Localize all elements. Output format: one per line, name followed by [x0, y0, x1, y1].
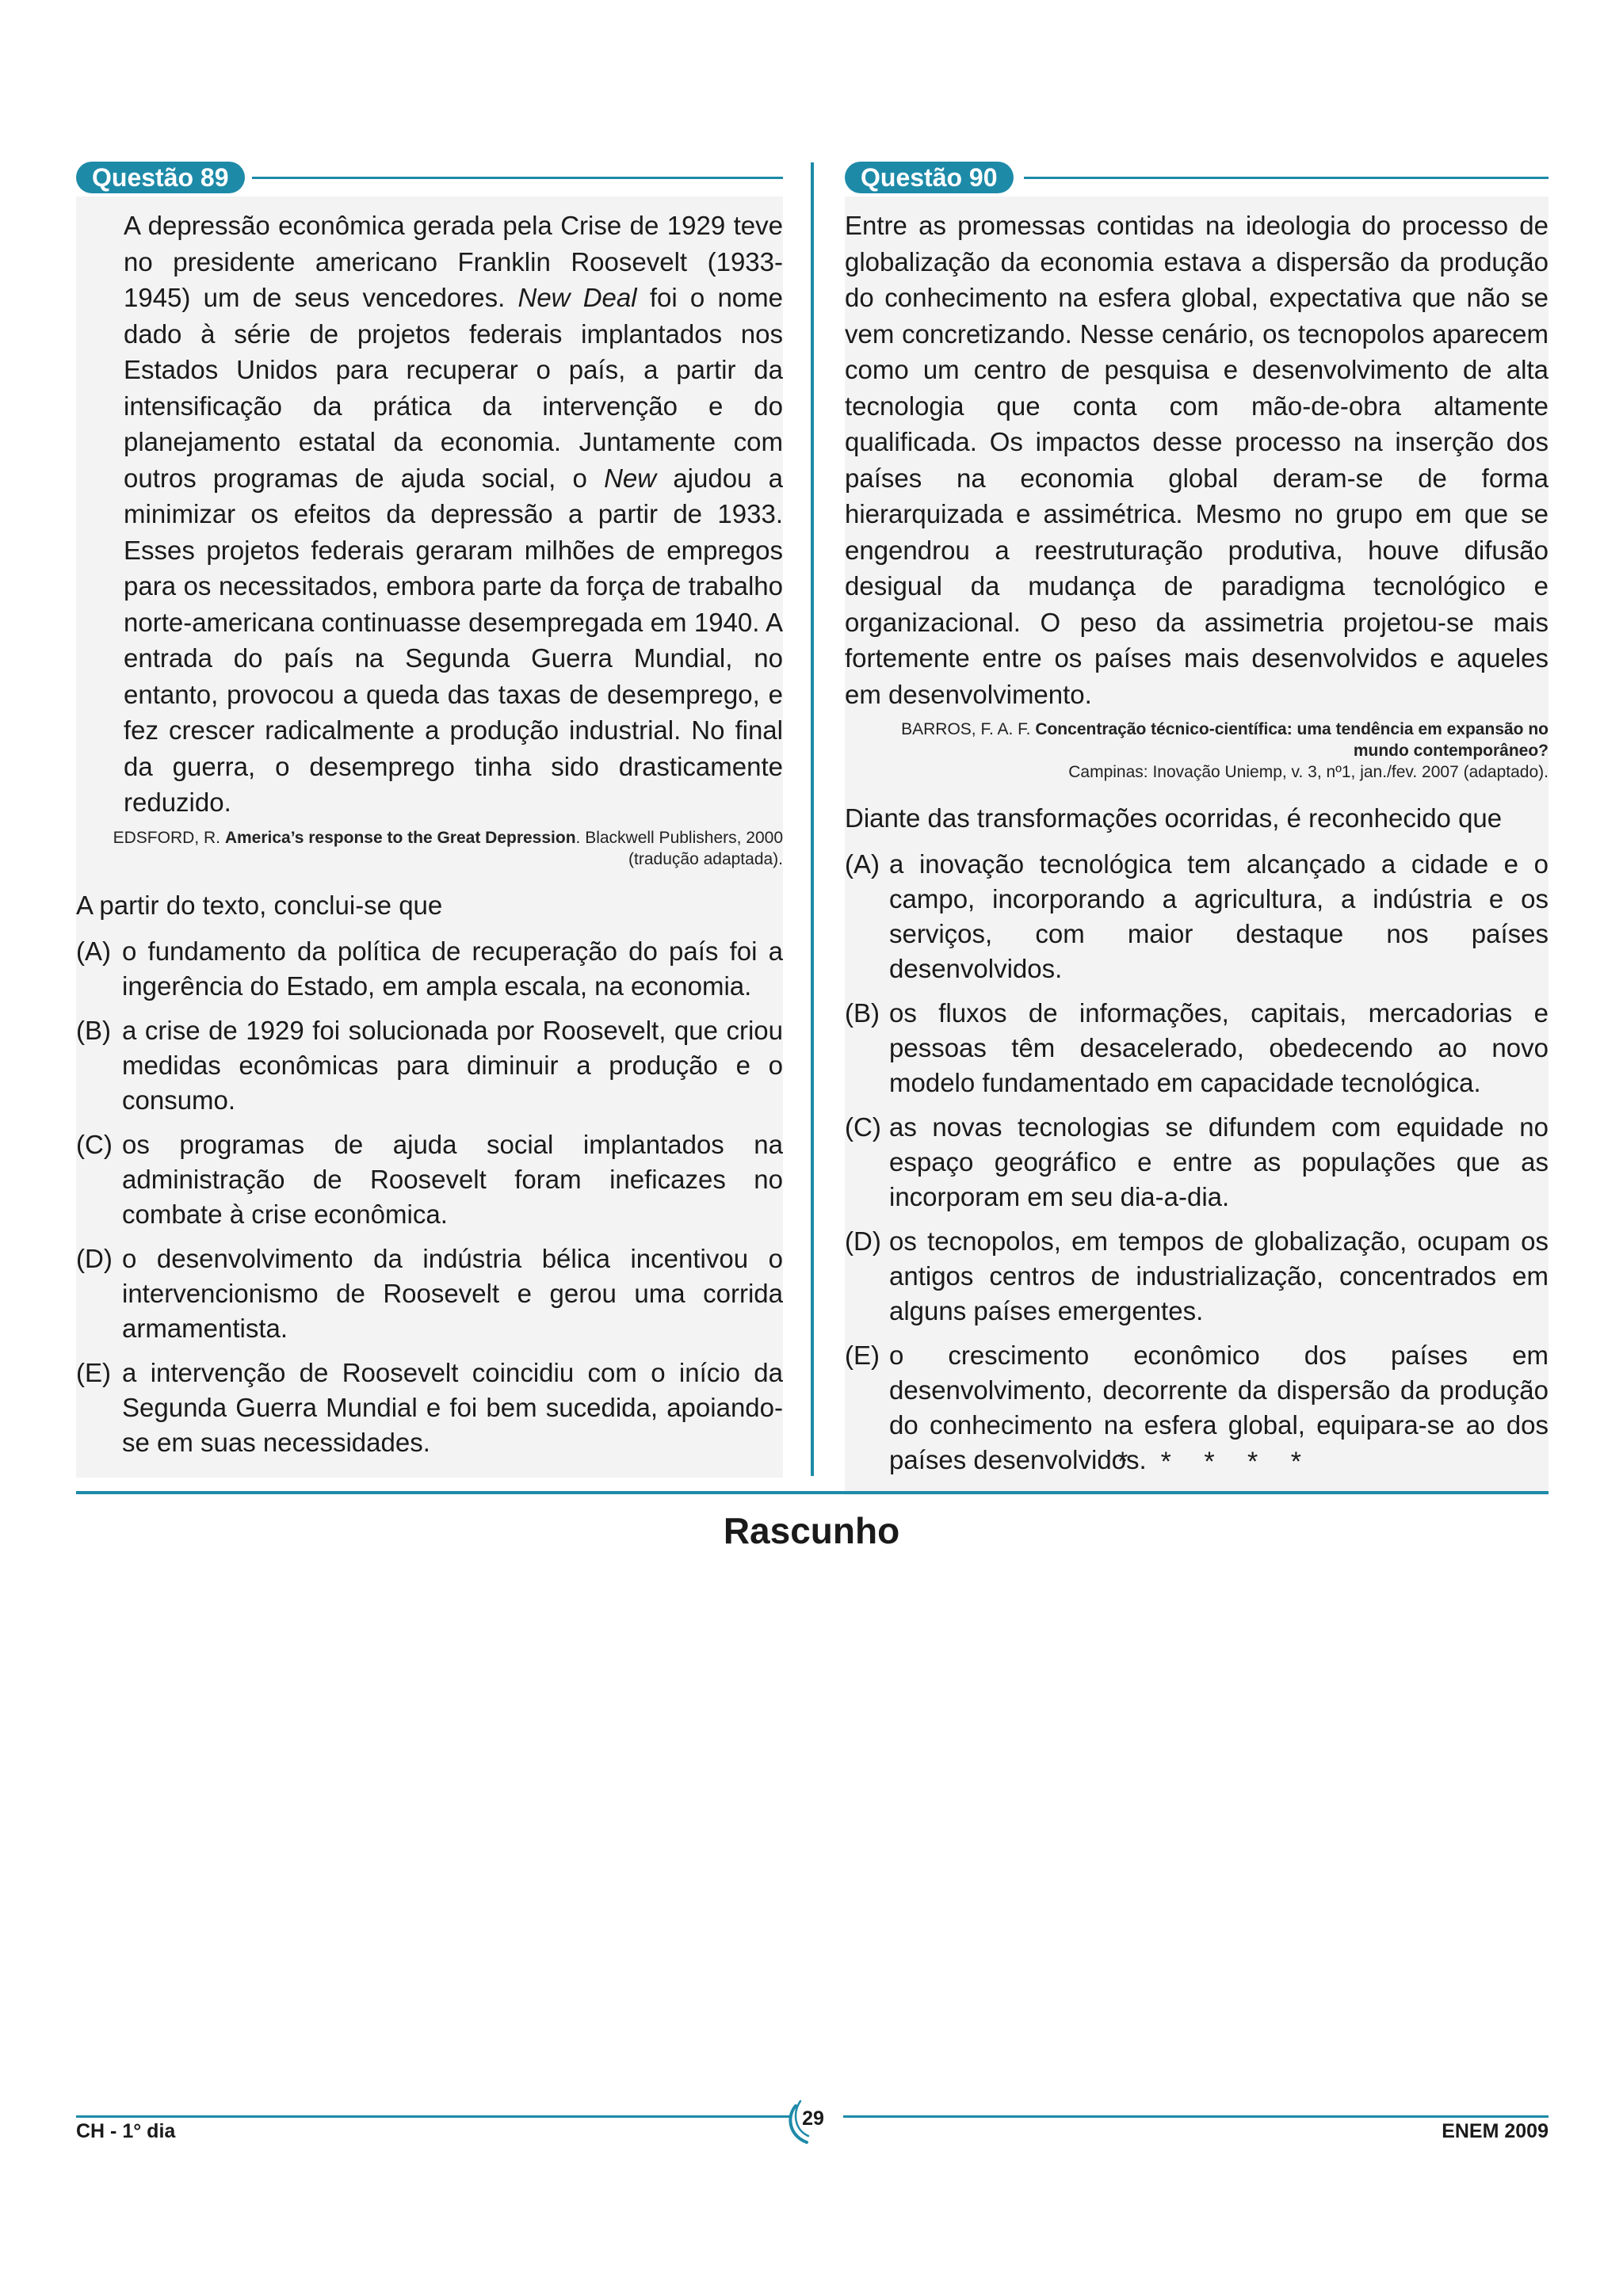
citation-subtitle: : uma tendência em expansão no mundo contemporâneo? [1286, 720, 1549, 760]
citation-author: BARROS, F. A. F. [901, 720, 1036, 738]
option-letter: (B) [76, 1015, 111, 1045]
option-letter: (A) [845, 849, 880, 879]
question-90-options [845, 847, 1549, 1478]
option-d[interactable] [845, 1224, 1549, 1329]
option-text: o desenvolvimento da indústria bélica incentivou o intervencionismo de Roosevelt e gerou uma corrida armamentista. [122, 1243, 783, 1343]
option-text: as novas tecnologias se difundem com equidade no espaço geográfico e entre as populações que as incorporam em seu dia-a-dia. [889, 1112, 1549, 1211]
page-number: 29 [802, 2107, 824, 2130]
option-letter: (C) [76, 1129, 113, 1159]
question-90-citation [845, 719, 1549, 783]
option-text: o fundamento da política de recuperação do país foi a ingerência do Estado, em ampla escala, na economia. [122, 936, 783, 1001]
end-stars: * * * * * [1117, 1447, 1314, 1477]
question-89-passage [76, 208, 783, 821]
option-c[interactable] [76, 1127, 783, 1232]
footer-rule-left [76, 2115, 789, 2118]
citation-title: America’s response to the Great Depression [224, 828, 576, 847]
option-text: a crise de 1929 foi solucionada por Roosevelt, que criou medidas econômicas para diminuir a produção e o consumo. [122, 1015, 783, 1115]
option-letter: (D) [845, 1226, 881, 1256]
citation-author: EDSFORD, R. [113, 828, 225, 847]
option-letter: (E) [76, 1357, 111, 1387]
option-c[interactable] [845, 1110, 1549, 1215]
question-89-citation [76, 827, 783, 870]
option-e[interactable] [76, 1356, 783, 1460]
question-89-badge: Questão 89 [76, 162, 245, 193]
passage-text: A depressão econômica gerada pela Crise de 1929 teve no presidente americano Franklin Roosevelt (1933-1945) um de seus vencedores. [124, 211, 783, 312]
option-text: os fluxos de informações, capitais, mercadorias e pessoas têm desacelerado, obedecendo ao novo modelo fundamentado em capacidade tecnológica. [889, 998, 1549, 1097]
citation-title: Concentração técnico-científica [1035, 720, 1287, 738]
option-text: o crescimento econômico dos países em desenvolvimento, decorrente da dispersão da produção do conhecimento na esfera global, equipara-se ao dos países desenvolvidos. [889, 1341, 1549, 1474]
question-90 [845, 155, 1549, 1495]
question-90-prompt: Diante das transformações ocorridas, é reconhecido que [845, 803, 1503, 833]
question-89 [76, 155, 783, 1478]
footer-exam-day: CH - 1° dia [76, 2120, 176, 2142]
question-90-body [845, 196, 1549, 1495]
question-89-prompt: A partir do texto, conclui-se que [76, 890, 443, 920]
option-text: os programas de ajuda social implantados na administração de Roosevelt foram ineficazes no combate à crise econômica. [122, 1129, 783, 1229]
footer-rule-right [843, 2115, 1549, 2118]
column-divider [811, 162, 814, 1476]
option-d[interactable] [76, 1241, 783, 1346]
option-letter: (B) [845, 998, 880, 1028]
passage-text: foi o nome dado à série de projetos federais implantados nos Estados Unidos para recuperar o país, a partir da intensificação da prática da intervenção e do planejamento estatal da economia. Juntamente com outros programas de ajuda social, o [124, 283, 783, 493]
draft-title: Rascunho [723, 1510, 900, 1551]
option-b[interactable] [76, 1013, 783, 1118]
section-divider [76, 1491, 1549, 1494]
question-89-header [76, 155, 783, 196]
option-text: a intervenção de Roosevelt coincidiu com o início da Segunda Guerra Mundial e foi bem sucedida, apoiando-se em suas necessidades. [122, 1357, 783, 1457]
footer-exam-name: ENEM 2009 [1442, 2120, 1549, 2142]
header-rule [252, 177, 783, 179]
passage-text: ajudou a minimizar os efeitos da depressão a partir de 1933. Esses projetos federais geraram milhões de empregos para os necessitados, embora parte da força de trabalho norte-americana continuasse desempregada em 1940. A entrada do país na Segunda Guerra Mundial, no entanto, provocou a queda das taxas de desemprego, e fez crescer radicalmente a produção industrial. No final da guerra, o desemprego tinha sido drasticamente reduzido. [124, 463, 783, 817]
question-89-options [76, 934, 783, 1460]
page-number-badge [785, 2092, 842, 2149]
question-89-body [76, 196, 783, 1478]
option-text: os tecnopolos, em tempos de globalização, ocupam os antigos centros de industrialização, concentrados em alguns países emergentes. [889, 1226, 1549, 1325]
option-letter: (E) [845, 1341, 880, 1370]
option-text: a inovação tecnológica tem alcançado a cidade e o campo, incorporando a agricultura, a indústria e os serviços, com maior destaque nos países desenvolvidos. [889, 849, 1549, 983]
question-90-passage: Entre as promessas contidas na ideologia do processo de globalização da economia estava a dispersão da produção do conhecimento na esfera global, expectativa que não se vem concretizando. Nesse cenário, os tecnopolos aparecem como um centro de pesquisa e desenvolvimento de alta tecnologia que conta com mão-de-obra altamente qualificada. Os impactos desse processo na inserção dos países na economia global deram-se de forma hierarquizada e assimétrica. Mesmo no grupo em que se engendrou a reestruturação produtiva, houve difusão desigual da mudança de paradigma tecnológico e organizacional. O peso da assimetria projetou-se mais fortemente entre os países mais desenvolvidos e aqueles em desenvolvimento. [845, 211, 1549, 709]
question-90-badge: Questão 90 [845, 162, 1014, 193]
citation-rest: . Blackwell Publishers, 2000 (tradução adaptada). [575, 828, 783, 868]
option-b[interactable] [845, 996, 1549, 1100]
option-a[interactable] [845, 847, 1549, 986]
option-a[interactable] [76, 934, 783, 1004]
option-letter: (C) [845, 1112, 881, 1142]
option-letter: (D) [76, 1243, 113, 1273]
header-rule [1024, 177, 1549, 179]
passage-italic: New Deal [517, 283, 637, 312]
passage-italic: New [604, 463, 657, 493]
question-90-header [845, 155, 1549, 196]
option-letter: (A) [76, 936, 111, 966]
citation-rest: Campinas: Inovação Uniemp, v. 3, nº1, jan./fev. 2007 (adaptado). [1068, 763, 1549, 781]
